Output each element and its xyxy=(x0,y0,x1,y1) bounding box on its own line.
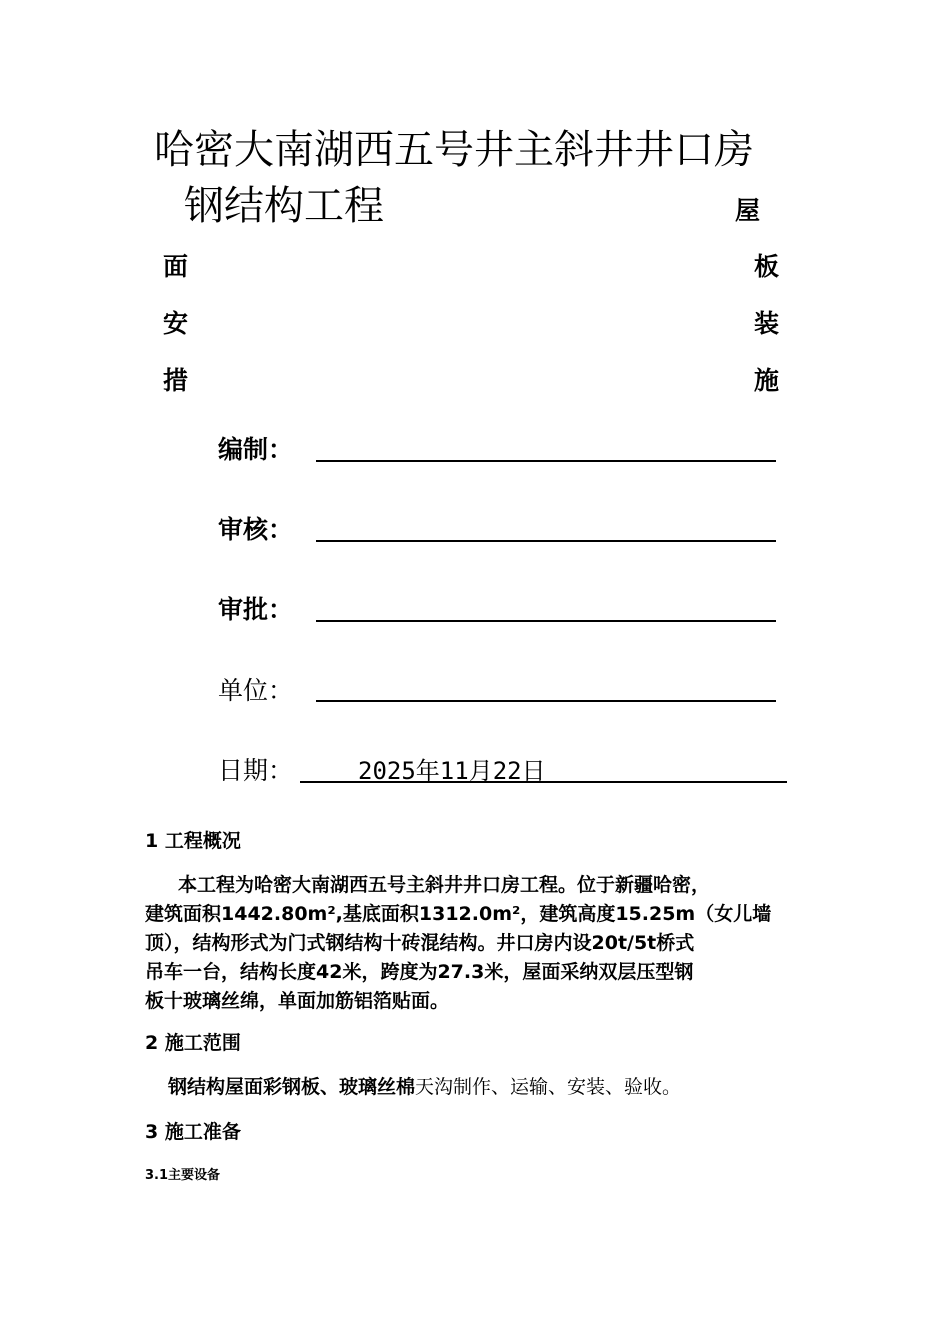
unit-line xyxy=(316,700,776,702)
date-label: 日期： xyxy=(218,756,294,785)
section-2-heading: 2 施工范围 xyxy=(145,1032,241,1054)
title-char-left-1: 面 xyxy=(163,252,189,281)
section-1-para-line-3: 顶），结构形式为门式钢结构十砖混结构。井口房内设20t/5t桥式 xyxy=(145,932,695,954)
section-2-scope-bold: 钢结构屋面彩钢板、玻璃丝棉 xyxy=(168,1076,416,1098)
section-2-scope-light: 天沟制作、运输、安装、验收。 xyxy=(415,1076,682,1098)
title-char-right-2: 板 xyxy=(754,252,780,281)
section-1-para-line-4: 吊车一台，结构长度42米，跨度为27.3米，屋面采纳双层压型钢 xyxy=(145,961,694,983)
title-line-2: 钢结构工程 xyxy=(184,183,384,229)
section-2-scope-text xyxy=(168,1075,681,1099)
approved-by-label: 审批： xyxy=(218,595,294,624)
title-char-right-3: 装 xyxy=(754,309,780,338)
section-1-para-line-2: 建筑面积1442.80m²,基底面积1312.0m²，建筑高度15.25m（女儿墙 xyxy=(145,903,772,925)
section-3-1-heading: 3.1主要设备 xyxy=(145,1168,221,1183)
title-line-1: 哈密大南湖西五号井主斜井井口房 xyxy=(154,127,754,173)
title-char-right-1: 屋 xyxy=(735,196,761,225)
approved-by-line xyxy=(316,620,776,622)
title-char-right-4: 施 xyxy=(754,366,780,395)
section-1-para-line-1: 本工程为哈密大南湖西五号主斜井井口房工程。位于新疆哈密， xyxy=(178,874,711,896)
compiled-by-label: 编制： xyxy=(218,435,294,464)
unit-label: 单位： xyxy=(218,676,294,705)
section-1-para-line-5: 板十玻璃丝绵，单面加筋铝箔贴面。 xyxy=(145,990,450,1012)
date-line xyxy=(300,781,787,783)
date-value: 2025年11月22日 xyxy=(358,757,546,785)
reviewed-by-label: 审核： xyxy=(218,515,294,544)
title-char-left-3: 措 xyxy=(163,366,189,395)
title-char-left-2: 安 xyxy=(163,309,189,338)
reviewed-by-line xyxy=(316,540,776,542)
section-1-heading: 1 工程概况 xyxy=(145,830,241,852)
section-3-heading: 3 施工准备 xyxy=(145,1121,241,1143)
compiled-by-line xyxy=(316,460,776,462)
